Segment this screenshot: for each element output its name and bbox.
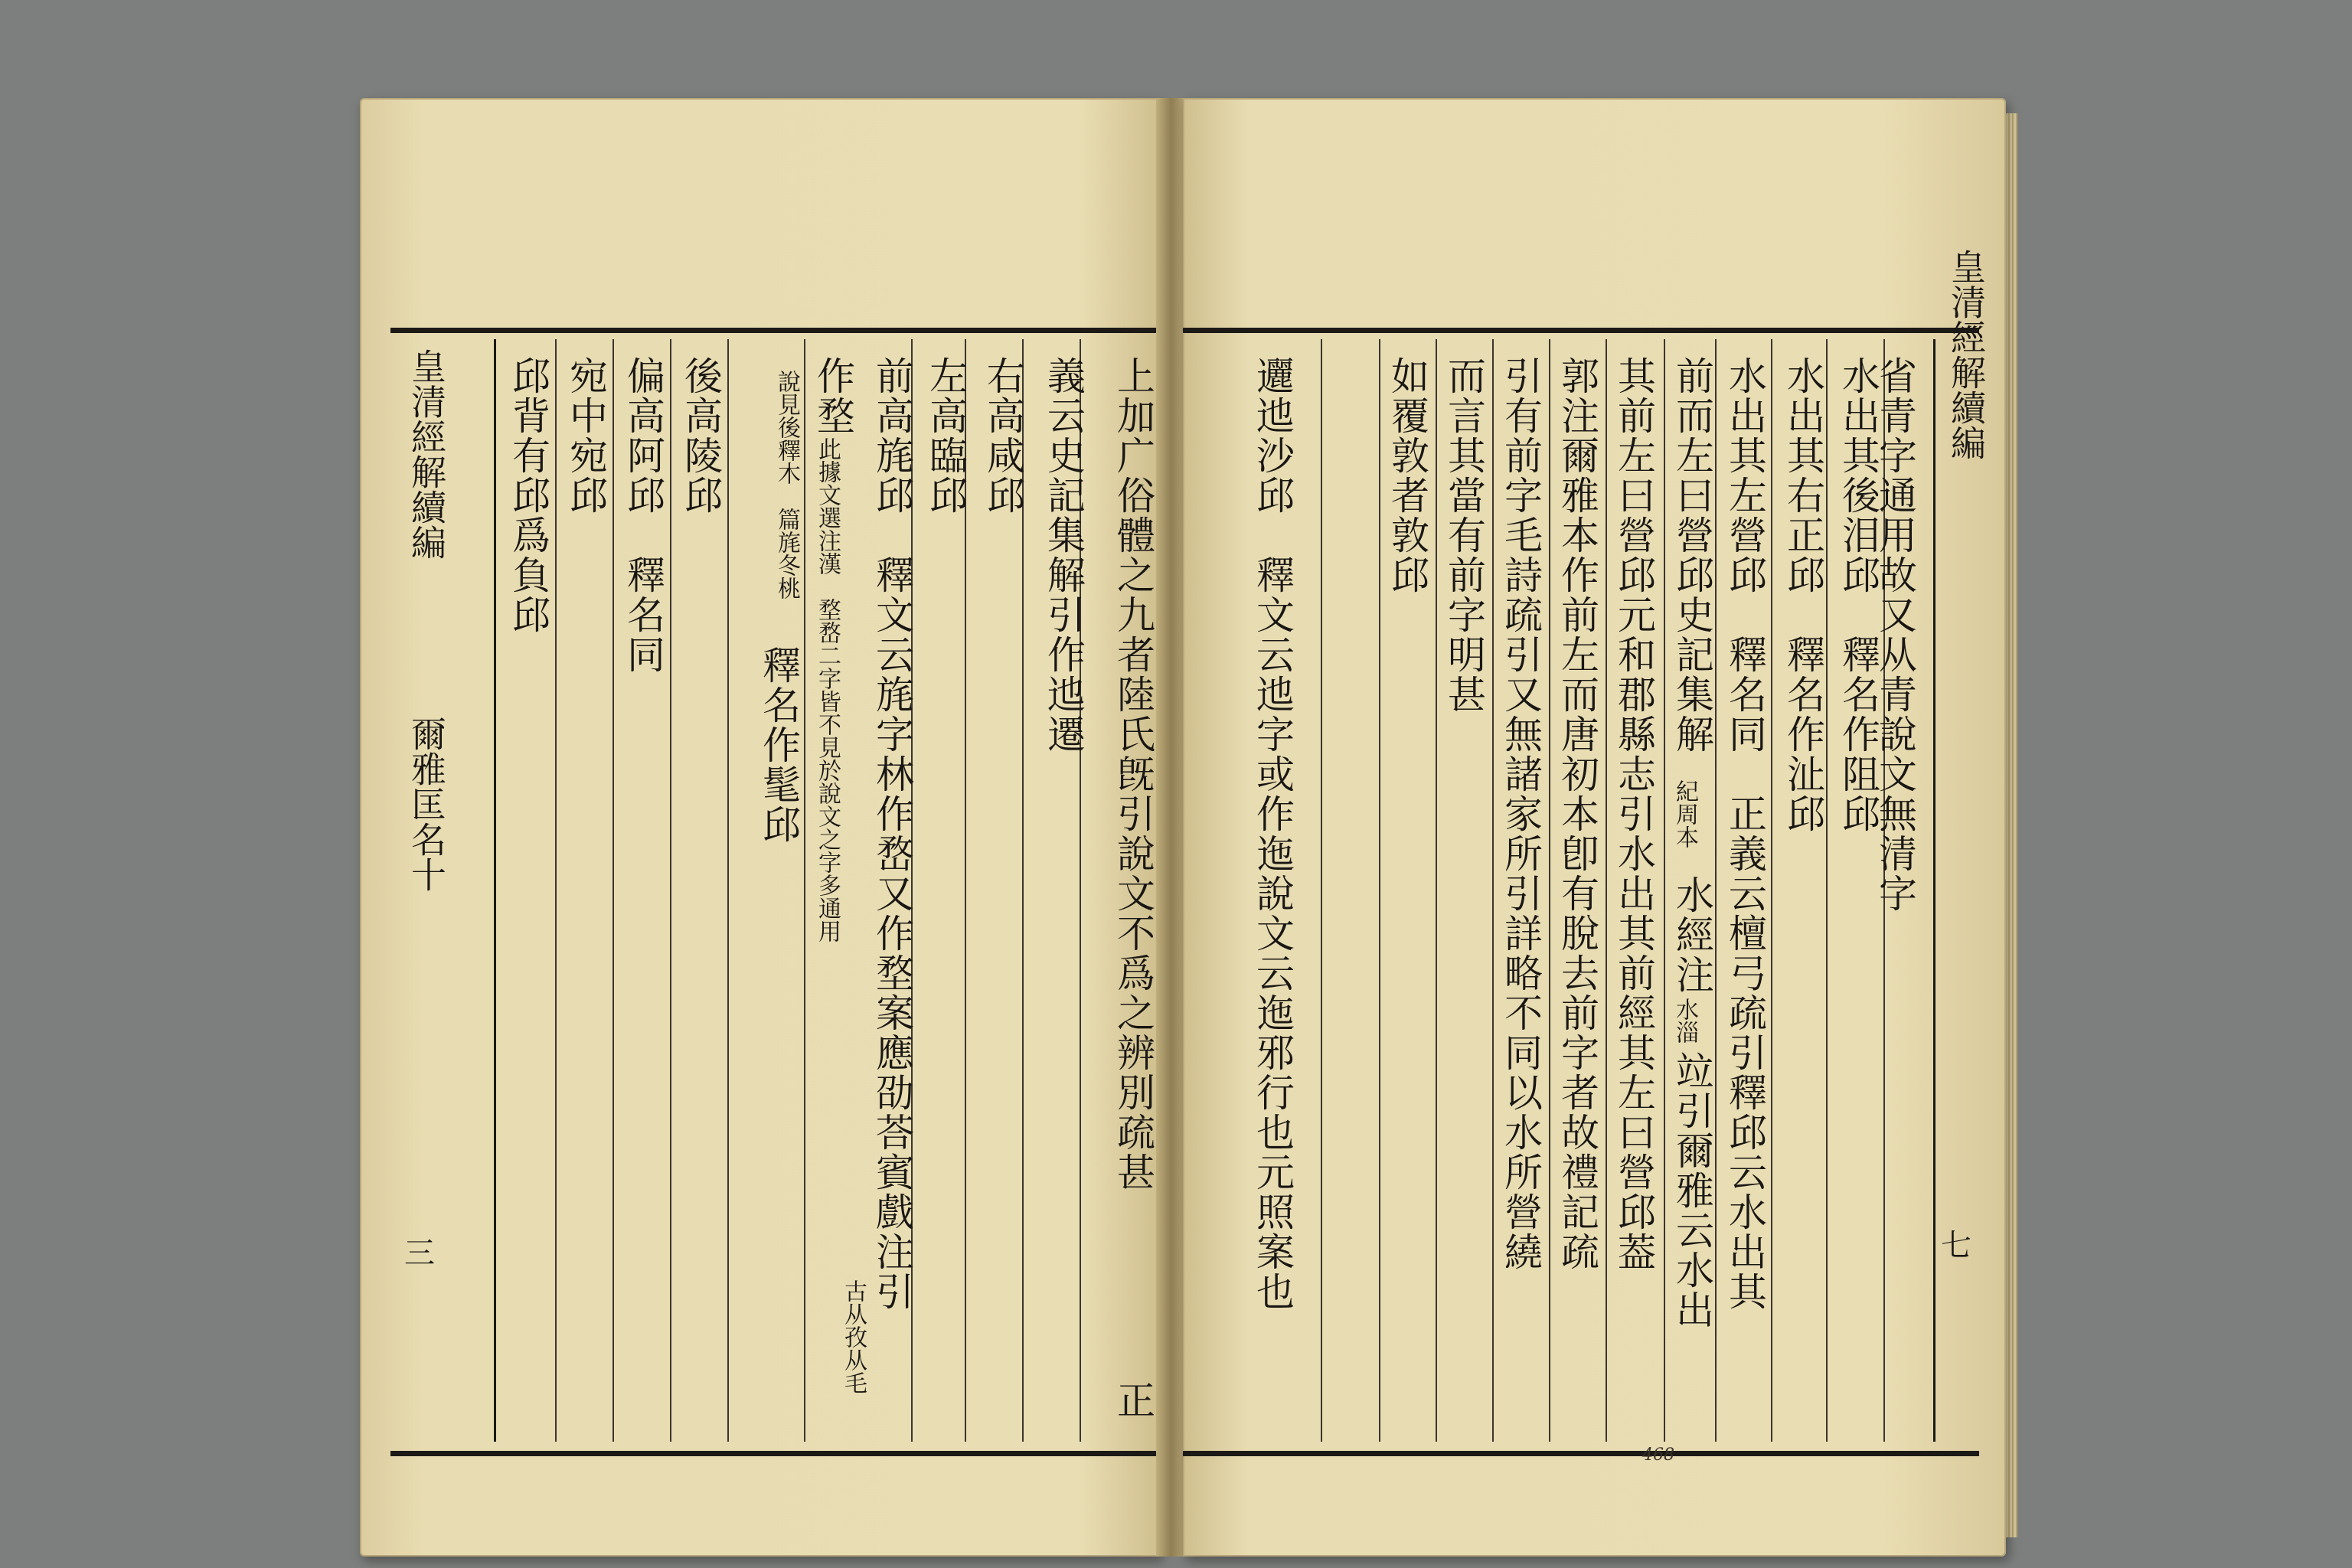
right-col-9 xyxy=(1436,339,1486,1442)
text-column: 省青字通用故又从青說文無清字 xyxy=(1873,356,1917,913)
left-page xyxy=(360,98,1160,1557)
right-col-8 xyxy=(1492,339,1543,1442)
text-column: 後高陵邱 xyxy=(678,356,723,515)
right-col-1 xyxy=(1873,339,1917,1442)
text-note: 正 xyxy=(1111,1380,1155,1420)
margin-book-title: 皇清經解續編 xyxy=(406,348,447,560)
text-note: 古从孜从毛 xyxy=(840,1279,867,1394)
text-column: 水出其後泪邱 釋名作阻邱 xyxy=(1836,356,1880,834)
text-column: 水出其右正邱 釋名作沚邱 xyxy=(1781,356,1825,834)
text-column: 上加广俗體之九者陸氏旣引說文不爲之辨別疏甚 xyxy=(1111,356,1155,1192)
right-col-11 xyxy=(1250,339,1322,1442)
page-number: 三 xyxy=(404,1236,435,1271)
text-column: 宛中宛邱 xyxy=(564,356,608,515)
text-note: 水淄 xyxy=(1671,998,1698,1044)
right-col-5 xyxy=(1664,339,1714,1442)
left-col-3 xyxy=(981,339,1025,1442)
book-spread xyxy=(360,98,2006,1560)
text-note: 此據文選注漢 堥嵍二字皆不見於說文之字多通用 xyxy=(814,437,841,942)
left-col-4 xyxy=(923,339,968,1442)
right-page xyxy=(1183,98,2006,1557)
text-column: 前高旄邱 釋文云旄字林作嵍又作堥案應劭荅賓戲注引 xyxy=(870,356,914,1312)
left-col-9 xyxy=(621,339,671,1442)
text-column: 邐迆沙邱 釋文云迆字或作迤說文云迤邪行也元照案也 xyxy=(1250,356,1295,1312)
right-text-frame xyxy=(1183,249,1987,1456)
text-column: 如覆敦者敦邱 xyxy=(1385,356,1429,595)
book-gutter xyxy=(1156,98,1187,1557)
left-col-11 xyxy=(506,339,557,1442)
pencil-annotation: 468 xyxy=(1642,1446,1674,1465)
text-column: 邱背有邱爲負邱 xyxy=(506,356,550,635)
text-column: 水出其左營邱 釋名同 正義云檀弓疏引釋邱云水出其 xyxy=(1723,356,1767,1312)
text-column: 偏高阿邱 釋名同 xyxy=(621,356,665,675)
right-col-7 xyxy=(1549,339,1599,1442)
right-col-10 xyxy=(1379,339,1429,1442)
right-margin-rule xyxy=(1933,339,1936,1442)
text-column: 前而左曰營邱史記集解 xyxy=(1670,356,1714,754)
margin-chapter-title: 爾雅匡名十 xyxy=(406,716,447,892)
left-col-2 xyxy=(1041,339,1086,1442)
left-col-7 xyxy=(756,339,805,1442)
text-note: 說見後釋木 篇旄冬桃 xyxy=(773,370,800,599)
text-column: 其前左曰營邱元和郡縣志引水出其前經其左曰營邱葢 xyxy=(1612,356,1656,1272)
text-column: 釋名作髦邱 xyxy=(756,645,801,844)
left-col-5 xyxy=(870,339,914,1442)
page-number: 七 xyxy=(1941,1228,1971,1263)
text-column: 水經注 xyxy=(1670,875,1714,995)
left-margin-rule xyxy=(494,339,496,1442)
text-column: 引有前字毛詩疏引又無諸家所引詳略不同以水所營繞 xyxy=(1498,356,1543,1272)
text-column: 作堥 xyxy=(811,356,855,436)
text-column: 竝引爾雅云水出 xyxy=(1670,1051,1714,1330)
right-col-2 xyxy=(1826,339,1880,1442)
right-col-4 xyxy=(1715,339,1767,1442)
left-col-8 xyxy=(678,339,729,1442)
left-col-10 xyxy=(564,339,614,1442)
text-column: 郭注爾雅本作前左而唐初本卽有脫去前字者故禮記疏 xyxy=(1555,356,1599,1272)
text-column: 而言其當有前字明甚 xyxy=(1442,356,1486,714)
margin-book-title: 皇清經解續編 xyxy=(1945,249,1987,460)
right-col-6 xyxy=(1606,339,1656,1442)
text-column: 義云史記集解引作迆遷 xyxy=(1041,356,1086,754)
text-column: 左高臨邱 xyxy=(923,356,968,515)
text-column: 右高咸邱 xyxy=(981,356,1025,515)
left-text-frame xyxy=(390,328,1160,1456)
text-note: 紀周本 xyxy=(1671,779,1698,848)
right-col-3 xyxy=(1771,339,1825,1442)
